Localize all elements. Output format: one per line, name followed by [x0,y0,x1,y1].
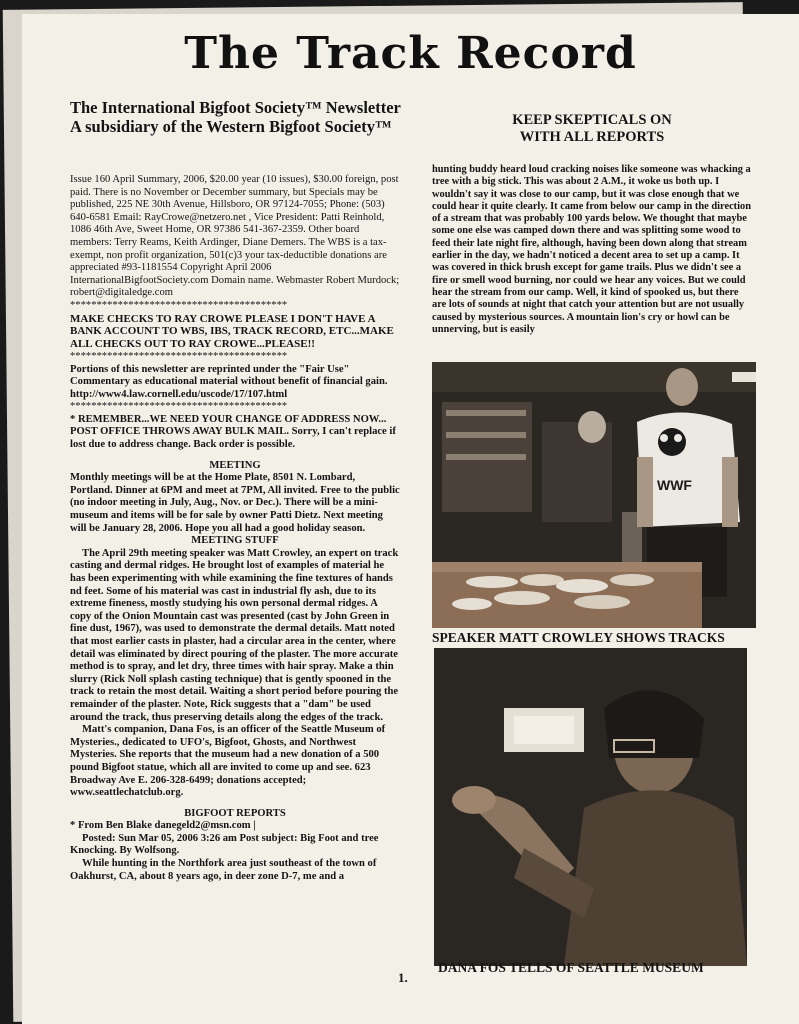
subtitle-line-2: A subsidiary of the Western Bigfoot Society™ [70,117,392,136]
photo-caption-1: SPEAKER MATT CROWLEY SHOWS TRACKS [432,630,725,645]
separator-stars: ***************************************** [70,299,288,311]
report-from: * From Ben Blake danegeld2@msn.com | [70,820,256,832]
photo-dana-fos [434,648,747,966]
meeting-stuff-text: The April 29th meeting speaker was Matt Crowley, an expert on track casting and dermal ridges. He brought lost of examples of material he has been experimenting with while examining the fine textures of hands nd feet. Some of his material was cast in industrial fly ash, due to its extreme fineness, mostly studying his own personal dermal ridges. A copy of the Onion Mountain cast was presented (cast by John Green in fine dust, 1967), was used to demonstrate the dermal details. Matt noted that most earlier casts in plaster, had a circular area in the center, where detail was eliminated by direct pouring of the plaster. The more accurate method is to spray, and let dry, three times with hair spray. Make a thin slurry (Rick Noll splash casting technique) that is gently spooned in the track to retain the most detail. Waiting a short period before pouring the remainder of the plaster. Note, Rick suggests that a "dam" be used around the track, thus preserving details along the edges of the track. [70,547,399,723]
headline-line-2: WITH ALL REPORTS [519,129,665,145]
meeting-text: Monthly meetings will be at the Home Plate, 8501 N. Lombard, Portland. Dinner at 6PM and meet at 7PM, All invited. Free to the public (no indoor meeting in July, Aug., Nov. or Dec.). There will be a mini-museum and items will be for sale by owner Patti Dietz. Next meeting will be January 28, 2006. Hope you all had a good holiday season. [70,472,400,534]
checks-notice: MAKE CHECKS TO RAY CROWE PLEASE I DON'T HAVE A BANK ACCOUNT TO WBS, IBS, TRACK RECORD, ETC...MAKE ALL CHECKS OUT TO RAY CROWE...PLEASE!! [70,312,394,351]
report-story-start: While hunting in the Northfork area just southeast of the town of Oakhurst, CA, about 8 years ago, in deer zone D-7, me and a [70,858,377,882]
fair-use-notice: Portions of this newsletter are reprinted under the "Fair Use" Commentary as educational material without benefit of financial gain. http://www4.law.cornell.edu/uscode/17/107.html [70,363,388,400]
right-headline [442,112,742,146]
separator-stars: ***************************************** [70,350,288,362]
separator-stars: ***************************************** [70,401,288,413]
report-posted: Posted: Sun Mar 05, 2006 3:26 am Post subject: Big Foot and tree Knocking. By Wolfsong. [70,832,379,857]
right-column [432,164,754,336]
left-column [70,174,400,883]
meeting-heading: MEETING [209,459,261,471]
masthead-title: The Track Record [184,28,637,79]
shirt-logo-text: WWF [657,477,692,493]
page-number: 1. [398,970,408,985]
meeting-stuff-heading: MEETING STUFF [191,535,279,547]
report-story-continued: hunting buddy heard loud cracking noises like someone was whacking a tree with a big stick. This was about 2 A.M., it woke us both up. I wouldn't say it was close to our camp, but it was close enough that we could hear it quite clearly. It came from below our camp in the direction of a stream that was probably 100 yards below. We thought that maybe some one else was camped down there and was splitting some wood to feed their late night fire, although, having been down along that stream earlier in the day, we hadn't noticed a decent area to set up a camp. It was covered in thick brush except for game trails. Plus we didn't see a fire or smell wood burning, nor could we hear any voices. But we could hear the stream from our camp. Well, it kind of spooked us, but there are lots of sounds at night that catch your attention but are not usually caused by mysterious sources. A mountain lion's cry or howl can be unnerving, but is easily [432,164,751,335]
issue-info: Issue 160 April Summary, 2006, $20.00 year (10 issues), $30.00 foreign, post paid. There is no November or December summary, but Specials may be published, 225 NE 30th Avenue, Hillsboro, OR 97124-7055; Phone: (503) 640-6581 Email: RayCrowe@netzero.net , Vice President: Patti Reinhold, 1086 46th Ave, Sweet Home, OR 97386 541-367-2359. Other board members: Terry Reams, Keith Ardinger, Diane Demers. The WBS is a tax-exempt, non profit organization, 501(c)3 your tax-deductible donations are appreciated #93-1181554 Copyright April 2006 InternationalBigfootSociety.com Domain name. Webmaster Robert Murdock; robert@digitaledge.com [70,174,400,299]
photo-matt-crowley [432,362,756,628]
speaker-photo-illustration [432,362,756,628]
newsletter-subtitle [70,98,440,136]
newsletter-page [22,14,799,1024]
headline-line-1: KEEP SKEPTICALS ON [512,112,672,128]
address-notice: * REMEMBER...WE NEED YOUR CHANGE OF ADDRESS NOW... POST OFFICE THROWS AWAY BULK MAIL. Sorry, I can't replace if lost due to address change. Back order is possible. [70,413,396,451]
bigfoot-reports-heading: BIGFOOT REPORTS [184,807,286,819]
museum-photo-illustration [434,648,747,966]
photo-caption-2: DANA FOS TELLS OF SEATTLE MUSEUM [438,960,704,975]
museum-text: Matt's companion, Dana Fos, is an officer of the Seattle Museum of Mysteries., dedicated to UFO's, Bigfoot, Ghosts, and Northwest Mysteries. She reports that the museum had a new donation of a 500 pound Bigfoot statue, which all are invited to come up and see. 623 Broadway Ave E. 206-328-6499; donations accepted; www.seattlechatclub.org. [70,724,386,799]
subtitle-line-1: The International Bigfoot Society™ Newsletter [70,98,401,117]
